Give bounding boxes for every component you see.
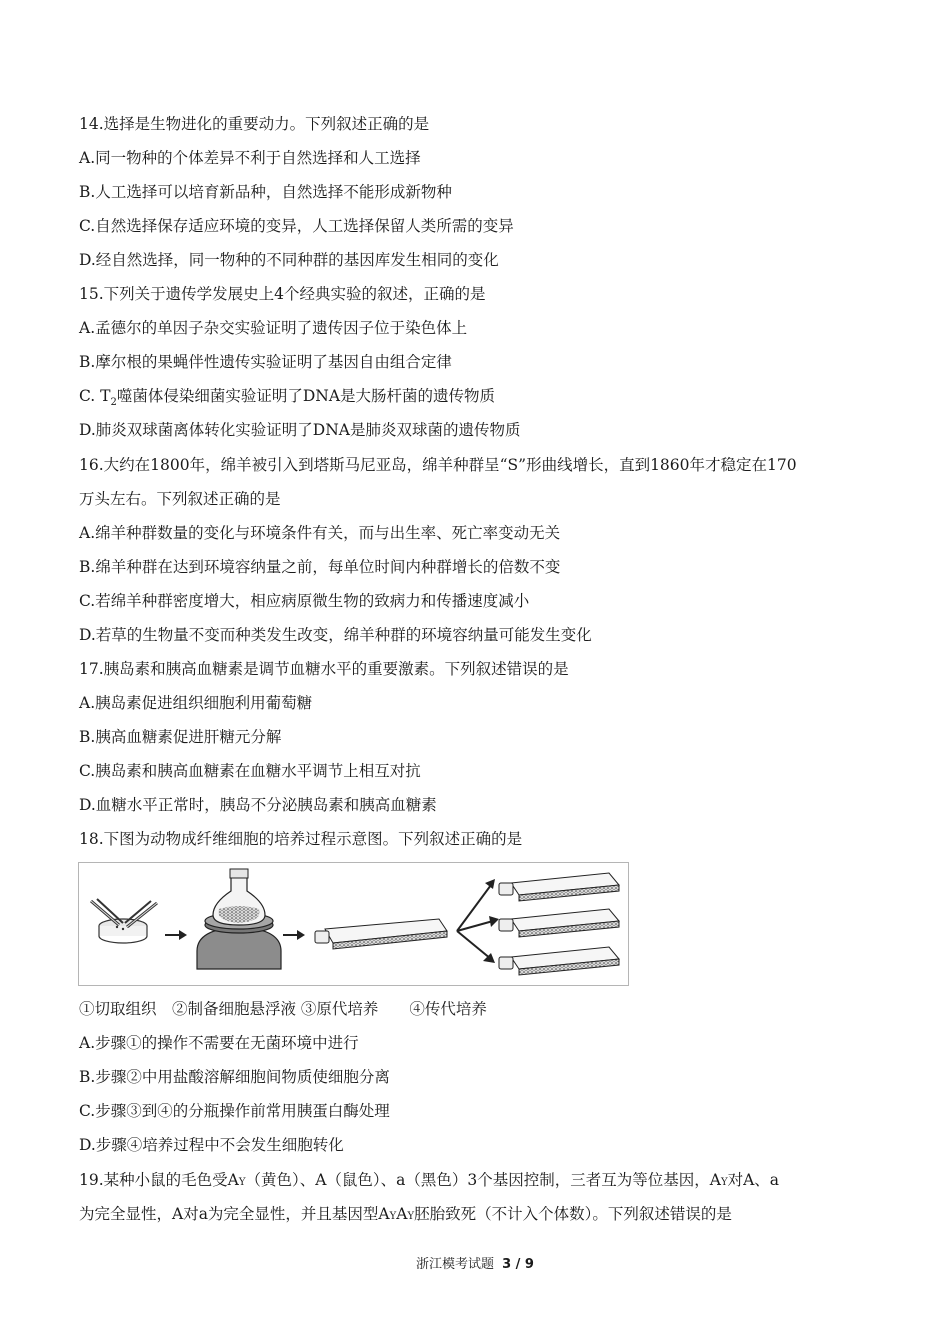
cell-culture-diagram <box>78 862 629 986</box>
q17-option-c: C.胰岛素和胰高血糖素在血糖水平调节上相互对抗 <box>79 762 421 780</box>
culture-flask-icon <box>499 947 619 975</box>
q18-figure-caption: ①切取组织 ②制备细胞悬浮液 ③原代培养 ④传代培养 <box>79 1000 487 1018</box>
q16-option-a: A.绵羊种群数量的变化与环境条件有关，而与出生率、死亡率变动无关 <box>79 524 561 542</box>
q15-option-b: B.摩尔根的果蝇伴性遗传实验证明了基因自由组合定律 <box>79 353 452 371</box>
flask-icon <box>213 869 265 925</box>
q18-option-c: C.步骤③到④的分瓶操作前常用胰蛋白酶处理 <box>79 1102 390 1120</box>
q14-stem: 14.选择是生物进化的重要动力。下列叙述正确的是 <box>79 115 430 133</box>
q16-option-c: C.若绵羊种群密度增大，相应病原微生物的致病力和传播速度减小 <box>79 592 530 610</box>
q14-option-d: D.经自然选择，同一物种的不同种群的基因库发生相同的变化 <box>79 251 499 269</box>
cell-culture-illustration <box>79 863 628 985</box>
footer-title: 浙江模考试题 <box>416 1257 495 1272</box>
q15-option-c-text: 噬菌体侵染细菌实验证明了DNA是大肠杆菌的遗传物质 <box>116 387 496 405</box>
q19-text: 19.某种小鼠的毛色受A <box>79 1171 239 1189</box>
q15-option-c <box>79 386 495 413</box>
q19-stem-line1 <box>79 1170 779 1193</box>
q15-stem: 15.下列关于遗传学发展史上4个经典实验的叙述，正确的是 <box>79 285 486 303</box>
q19-allele-superscript: Y <box>238 1177 246 1188</box>
q15-option-c-prefix: C. T <box>79 387 111 405</box>
culture-flask-icon <box>499 873 619 901</box>
q18-option-b: B.步骤②中用盐酸溶解细胞间物质使细胞分离 <box>79 1068 390 1086</box>
q18-option-d: D.步骤④培养过程中不会发生细胞转化 <box>79 1136 344 1154</box>
q15-option-a: A.孟德尔的单因子杂交实验证明了遗传因子位于染色体上 <box>79 319 468 337</box>
branch-arrows-icon <box>457 879 499 963</box>
q19-allele-superscript: Y <box>389 1211 397 1222</box>
page-number: 3 / 9 <box>502 1257 534 1272</box>
q14-option-c: C.自然选择保存适应环境的变异，人工选择保留人类所需的变异 <box>79 217 514 235</box>
q16-stem-line2: 万头左右。下列叙述正确的是 <box>79 490 281 508</box>
q15-option-d: D.肺炎双球菌离体转化实验证明了DNA是肺炎双球菌的遗传物质 <box>79 421 521 439</box>
culture-flask-icon <box>499 909 619 937</box>
q19-allele-superscript: Y <box>720 1177 728 1188</box>
arrow-icon <box>165 930 187 940</box>
q19-text: 对A、a <box>727 1171 780 1189</box>
q17-option-b: B.胰高血糖素促进肝糖元分解 <box>79 728 282 746</box>
q15-option-c-subscript: 2 <box>110 397 117 408</box>
q19-stem-line2 <box>79 1204 732 1227</box>
q17-option-d: D.血糖水平正常时，胰岛不分泌胰岛素和胰高血糖素 <box>79 796 437 814</box>
q16-option-b: B.绵羊种群在达到环境容纳量之前，每单位时间内种群增长的倍数不变 <box>79 558 561 576</box>
q14-option-a: A.同一物种的个体差异不利于自然选择和人工选择 <box>79 149 421 167</box>
q16-stem-line1: 16.大约在1800年，绵羊被引入到塔斯马尼亚岛，绵羊种群呈“S”形曲线增长，直到1860年才稳定在170 <box>79 456 797 474</box>
q17-option-a: A.胰岛素促进组织细胞利用葡萄糖 <box>79 694 313 712</box>
q19-allele-superscript: Y <box>407 1211 415 1222</box>
q17-stem: 17.胰岛素和胰高血糖素是调节血糖水平的重要激素。下列叙述错误的是 <box>79 660 569 678</box>
q14-option-b: B.人工选择可以培育新品种，自然选择不能形成新物种 <box>79 183 452 201</box>
q18-stem: 18.下图为动物成纤维细胞的培养过程示意图。下列叙述正确的是 <box>79 830 523 848</box>
q19-text: 胚胎致死（不计入个体数）。下列叙述错误的是 <box>414 1205 732 1223</box>
page-footer <box>0 1253 950 1272</box>
q19-text: A <box>396 1205 408 1223</box>
q16-option-d: D.若草的生物量不变而种类发生改变，绵羊种群的环境容纳量可能发生变化 <box>79 626 592 644</box>
q19-text: 为完全显性，A对a为完全显性，并且基因型A <box>79 1205 390 1223</box>
q19-text: （黄色）、A（鼠色）、a（黑色）3个基因控制，三者互为等位基因，A <box>245 1171 721 1189</box>
culture-flask-icon <box>315 919 447 949</box>
arrow-icon <box>283 930 305 940</box>
q18-option-a: A.步骤①的操作不需要在无菌环境中进行 <box>79 1034 359 1052</box>
